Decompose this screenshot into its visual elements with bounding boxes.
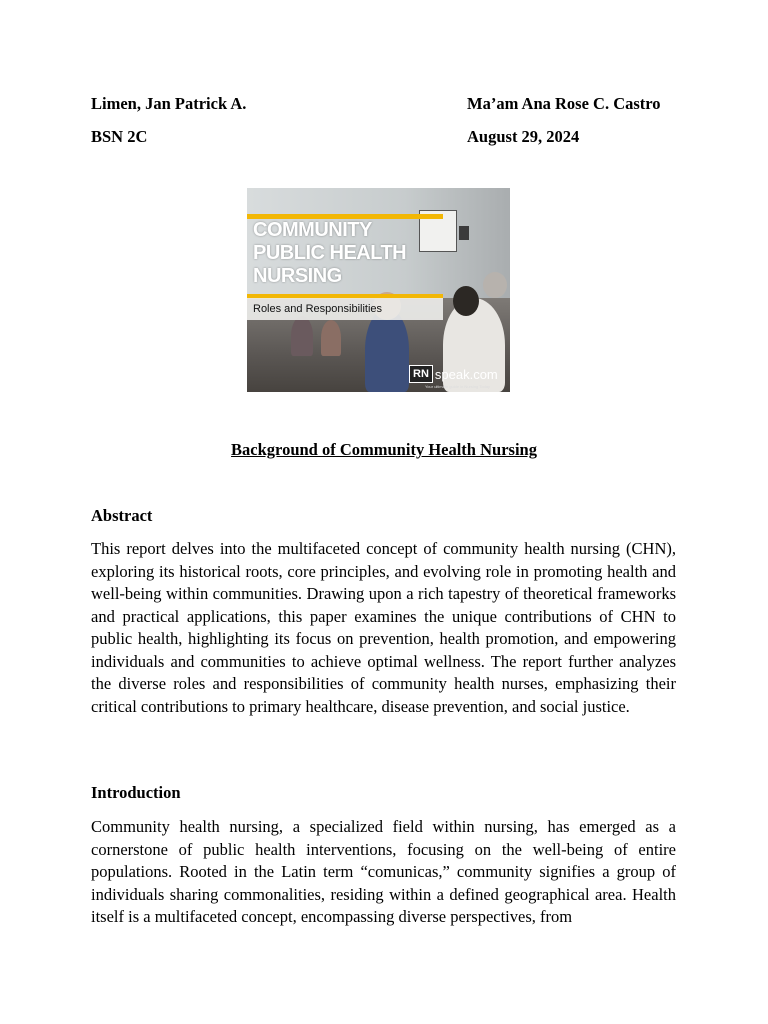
banner-image <box>247 188 510 392</box>
introduction-paragraph: Community health nursing, a specialized field within nursing, has emerged as a cornerstone of public health interventions, focusing on the well-being of entire populations. Rooted in the Latin term “comunicas,” community signifies a group of individuals sharing commonalities, residing within a defined geographical area. Health itself is a multifaceted concept, encompassing diverse perspectives, from <box>91 817 676 926</box>
date-label: August 29, 2024 <box>467 127 580 146</box>
instructor-name: Ma’am Ana Rose C. Castro <box>467 94 661 113</box>
person-figure <box>365 308 409 392</box>
student-name: Limen, Jan Patrick A. <box>91 94 247 113</box>
logo-box: RN <box>409 365 433 383</box>
person-figure <box>291 316 313 356</box>
document-title: Background of Community Health Nursing <box>231 440 537 459</box>
person-figure <box>483 272 507 298</box>
rnspeak-logo <box>409 364 498 384</box>
abstract-heading: Abstract <box>91 506 153 525</box>
banner-title-line-1: COMMUNITY <box>253 219 372 241</box>
person-figure <box>321 320 341 356</box>
abstract-paragraph: This report delves into the multifaceted concept of community health nursing (CHN), exploring its historical roots, core principles, and evolving role in promoting health and well-being within communities. Drawing upon a rich tapestry of theoretical frameworks and practical applications, this paper examines the unique contributions of CHN to public health, highlighting its focus on prevention, health promotion, and empowering individuals and communities to achieve optimal wellness. The report further analyzes the diverse roles and responsibilities of community health nurses, emphasizing their critical contributions to primary healthcare, disease prevention, and social justice. <box>91 539 676 716</box>
person-figure <box>453 286 479 316</box>
wall-sign-small <box>459 226 469 240</box>
introduction-heading: Introduction <box>91 783 181 802</box>
banner-title-line-2: PUBLIC HEALTH <box>253 242 407 264</box>
banner-title-line-3: NURSING <box>253 265 342 287</box>
section-label: BSN 2C <box>91 127 148 146</box>
banner-subtitle: Roles and Responsibilities <box>247 298 443 320</box>
logo-text: speak.com <box>434 366 498 382</box>
logo-tagline: Your ultimate guide in Nursing Today <box>425 384 490 389</box>
